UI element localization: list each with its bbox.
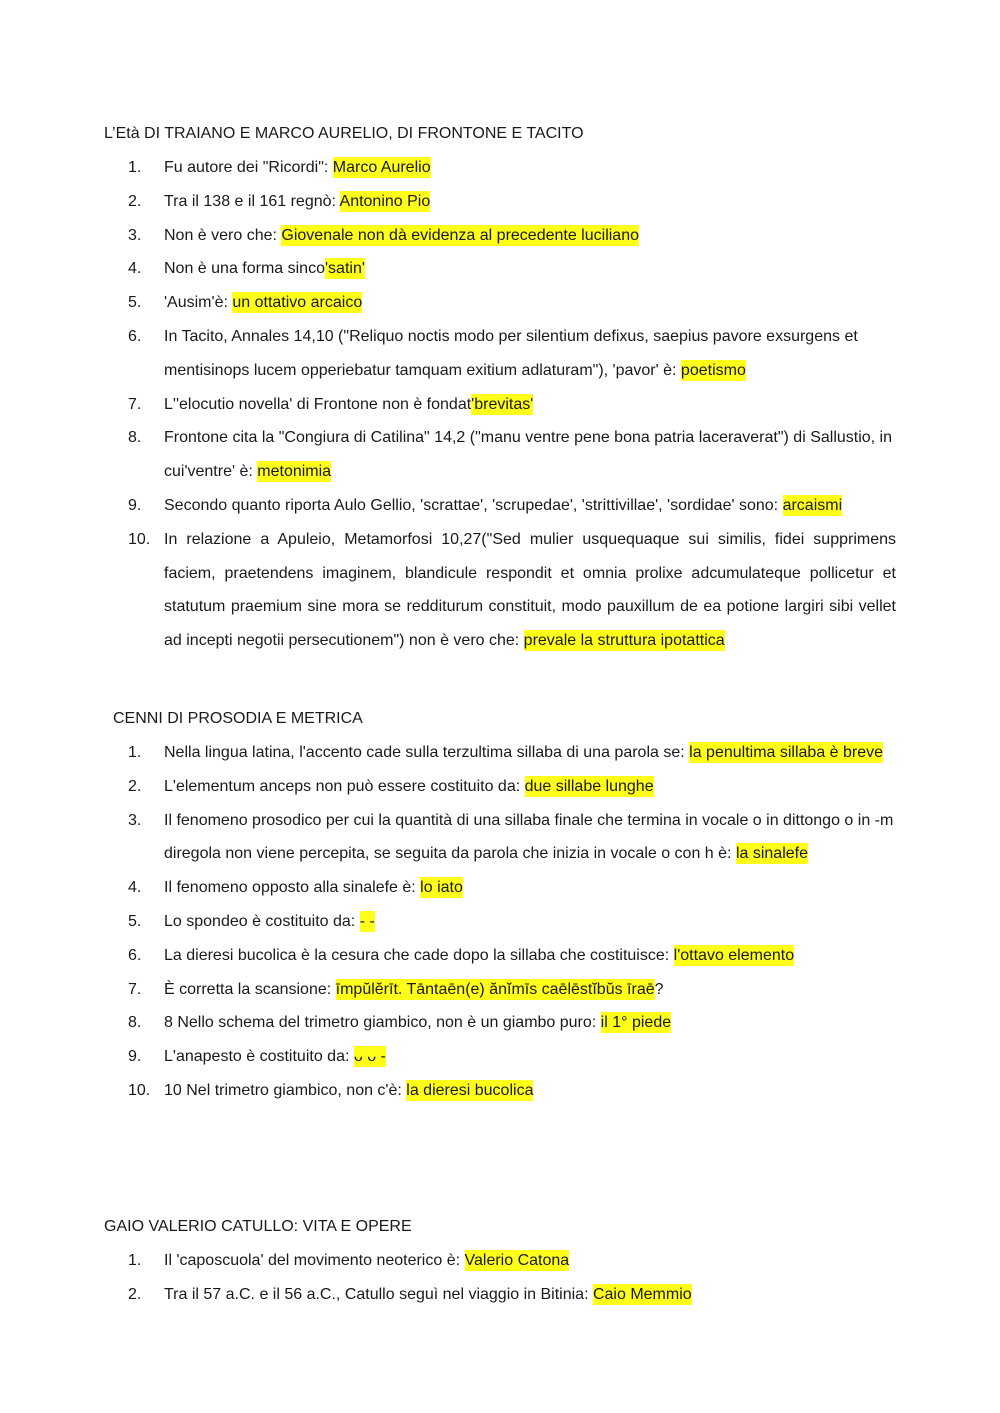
highlighted-answer: ᴗ ᴗ -: [353, 1048, 386, 1066]
highlighted-answer: arcaismi: [782, 496, 843, 514]
question-text: Frontone cita la "Congiura di Catilina" 14,2 ("manu ventre pene bona patria laceraverat") di Sallustio, in cui'ventre' è:: [164, 429, 893, 481]
highlighted-answer: il 1° piede: [600, 1014, 672, 1032]
list-item: [128, 1244, 896, 1278]
item-number: 9.: [128, 496, 142, 514]
question-tail: ?: [654, 980, 664, 998]
list-item: [128, 489, 896, 523]
list-item: [128, 421, 896, 489]
question-text: L''elocutio novella' di Frontone non è fondat: [164, 395, 472, 413]
section-title: GAIO VALERIO CATULLO: VITA E OPERE: [104, 1218, 412, 1235]
item-number: 8.: [128, 429, 142, 447]
item-number: 2.: [128, 1285, 142, 1303]
item-number: 6.: [128, 946, 142, 964]
list-item: [128, 286, 896, 320]
question-text: L'anapesto è costituito da:: [164, 1048, 354, 1066]
question-text: L'elementum anceps non può essere costituito da:: [164, 777, 525, 795]
item-number: 3.: [128, 226, 142, 244]
list-item: [128, 770, 896, 804]
highlighted-answer: 'brevitas': [471, 395, 534, 413]
list-item: [128, 1278, 896, 1312]
question-text: Il fenomeno prosodico per cui la quantità di una sillaba finale che termina in vocale o in dittongo o in -m diregola non viene percepita, se seguita da parola che inizia in vocale o con h è:: [164, 811, 894, 863]
item-number: 7.: [128, 980, 142, 998]
question-text: Lo spondeo è costituito da:: [164, 912, 360, 930]
question-text: Fu autore dei "Ricordi":: [164, 159, 333, 176]
item-number: 9.: [128, 1048, 142, 1066]
highlighted-answer: la penultima sillaba è breve: [689, 744, 884, 761]
highlighted-answer: - -: [359, 912, 375, 930]
item-number: 3.: [128, 811, 142, 829]
list-item: [128, 736, 896, 770]
section-title: CENNI DI PROSODIA E METRICA: [113, 710, 363, 727]
list-item: [128, 939, 896, 973]
highlighted-answer: due sillabe lunghe: [524, 777, 654, 795]
list-item: [128, 219, 896, 253]
highlighted-answer: prevale la struttura ipotattica: [523, 632, 725, 650]
item-number: 4.: [128, 879, 142, 897]
highlighted-answer: Marco Aurelio: [332, 159, 431, 176]
highlighted-answer: metonimia: [257, 463, 332, 481]
list-item: [128, 1074, 896, 1108]
item-number: 4.: [128, 260, 142, 278]
highlighted-answer: l'ottavo elemento: [673, 946, 795, 964]
list-item: [128, 871, 896, 905]
question-text: In Tacito, Annales 14,10 ("Reliquo noctis modo per silentium defixus, saepius pavore exsurgens et mentisinops lucem opperiebatur tamquam exitium adlaturam"), 'pavor' è:: [164, 327, 858, 379]
list-item: [128, 804, 896, 872]
list-item: [128, 185, 896, 219]
question-text: Secondo quanto riporta Aulo Gellio, 'scrattae', 'scrupedae', 'strittivillae', 'sordidae' sono:: [164, 496, 783, 514]
question-list: [128, 1244, 896, 1312]
list-item: [128, 252, 896, 286]
item-number: 5.: [128, 294, 142, 312]
question-text: Nella lingua latina, l'accento cade sulla terzultima sillaba di una parola se:: [164, 744, 690, 761]
item-number: 8.: [128, 1014, 142, 1032]
question-text: Tra il 138 e il 161 regnò:: [164, 192, 340, 210]
list-item: [128, 151, 896, 185]
list-item: [128, 1040, 896, 1074]
question-text: 'Ausim'è:: [164, 294, 233, 312]
highlighted-answer: la dieresi bucolica: [406, 1081, 534, 1099]
question-text: Il 'caposcuola' del movimento neoterico è:: [164, 1252, 465, 1269]
question-text: 8 Nello schema del trimetro giambico, non è un giambo puro:: [164, 1014, 601, 1032]
item-number: 2.: [128, 192, 142, 210]
item-number: 2.: [128, 777, 142, 795]
question-text: 10 Nel trimetro giambico, non c'è:: [164, 1081, 407, 1099]
item-number: 1.: [128, 1252, 142, 1269]
item-number: 10.: [128, 1081, 151, 1099]
question-list: [128, 151, 896, 658]
section-title: L’Età DI TRAIANO E MARCO AURELIO, DI FRONTONE E TACITO: [104, 125, 584, 142]
question-text: In relazione a Apuleio, Metamorfosi 10,27("Sed mulier usquequaque sui similis, fidei supprimens faciem, praetendens imaginem, blandicule respondit et omnia prolixe adcumulateque pollicetur et statutum praemium sine mora se redditurum constituit, modo pauxillum de ea potione largiri sibi vellet ad incepti negotii persecutionem") non è vero che:: [164, 530, 896, 650]
question-text: Il fenomeno opposto alla sinalefe è:: [164, 879, 421, 897]
list-item: [128, 523, 896, 658]
question-list: [128, 736, 896, 1108]
highlighted-answer: poetismo: [680, 361, 746, 379]
question-text: È corretta la scansione:: [164, 980, 336, 998]
list-item: [128, 388, 896, 422]
question-text: Non è vero che:: [164, 226, 282, 244]
highlighted-answer: Valerio Catona: [464, 1252, 570, 1269]
highlighted-answer: īmpŭlĕrīt. Tāntaēn(e) ănĭmīs caēlēstĭbŭs īraē: [335, 980, 655, 998]
item-number: 5.: [128, 912, 142, 930]
list-item: [128, 973, 896, 1007]
highlighted-answer: Antonino Pio: [339, 192, 431, 210]
item-number: 10.: [128, 530, 151, 548]
highlighted-answer: Giovenale non dà evidenza al precedente luciliano: [281, 226, 639, 244]
highlighted-answer: Caio Memmio: [592, 1285, 692, 1303]
item-number: 7.: [128, 395, 142, 413]
highlighted-answer: 'satin': [324, 260, 365, 278]
question-text: Non è una forma sinco: [164, 260, 325, 278]
list-item: [128, 905, 896, 939]
item-number: 1.: [128, 744, 142, 761]
highlighted-answer: la sinalefe: [735, 845, 808, 863]
question-text: La dieresi bucolica è la cesura che cade dopo la sillaba che costituisce:: [164, 946, 674, 964]
list-item: [128, 320, 896, 388]
question-text: Tra il 57 a.C. e il 56 a.C., Catullo seguì nel viaggio in Bitinia:: [164, 1285, 593, 1303]
item-number: 1.: [128, 159, 142, 176]
list-item: [128, 1006, 896, 1040]
item-number: 6.: [128, 327, 142, 345]
highlighted-answer: un ottativo arcaico: [232, 294, 363, 312]
highlighted-answer: lo iato: [420, 879, 463, 897]
